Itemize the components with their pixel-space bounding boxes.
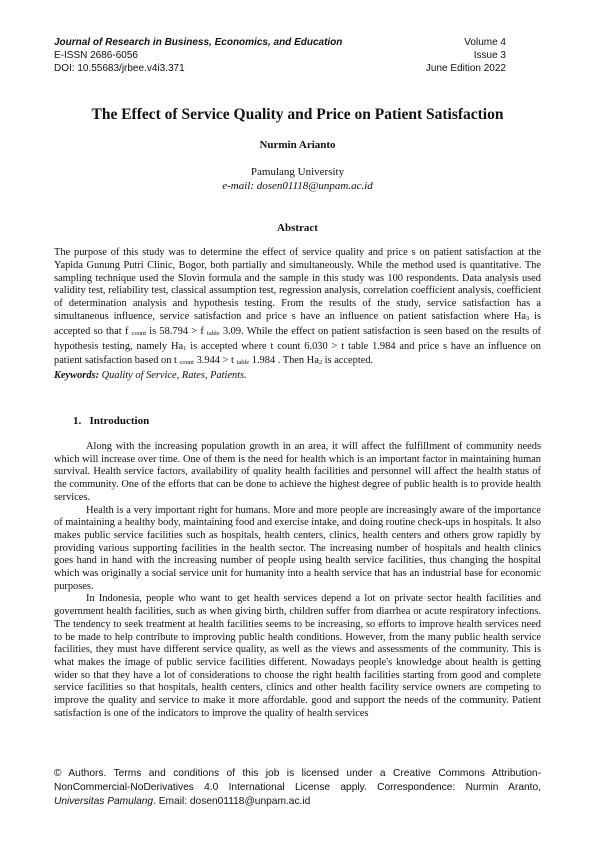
- license-text: © Authors. Terms and conditions of this job is licensed under a Creative Commons Attribution-NonCommercial-NoDerivatives 4.0 International License apply. Correspondence: Nurmin Aranto,: [54, 768, 541, 793]
- author-name: Nurmin Arianto: [259, 139, 336, 151]
- journal-name: Journal of Research in Business, Economics, and Education: [54, 37, 343, 48]
- abstract-text: The purpose of this study was to determine the effect of service quality and price s on patient satisfaction at the Yapida Gunung Putri Clinic, Bogor, both partially and simultaneously. While the method used is quantitative. The sampling technique used the Slovin formula and the sample in this study was 100 respondents. Data analysis used validity test, reliability test, classical assumption test, regression analysis, correlation coefficient analysis, coefficient of determination analysis and hypothesis testing. From the results of the study, service satisfaction has a simultaneous influence, service satisfaction and price s have an influence on patient satisfaction where $Ha_3$ is accepted so that f $_{count}$ is 58.794 > f $_{table}$ 3.09. While the effect on patient satisfaction is seen based on the results of hypothesis testing, namely $Ha_1$ is accepted where t count 6.030 > t table 1.984 and price s have an influence on patient satisfaction based on t $_{count}$ 3.944 > t $_{table}$ 1.984 . Then $Ha_2$ is accepted. Keywords: Quality of Service, Rates, Patients.: [54, 247, 542, 382]
- issue: Issue 3: [473, 50, 506, 61]
- affiliation: Pamulang University: [250, 166, 345, 178]
- section-number: 1.: [73, 415, 82, 427]
- university-name: Universitas Pamulang: [54, 796, 154, 807]
- section-title: Introduction: [89, 415, 150, 427]
- eissn: E-ISSN 2686-6056: [54, 50, 138, 61]
- section-heading: [73, 415, 149, 427]
- paragraph: Health is a very important right for humans. More and more people are increasingly aware of the importance of maintaining a healthy body, maintaining food and exercise intake, and doing routine check-ups in hospitals. It also makes public service facilities such as hospitals, health centers, clinics, health centers and others grow rapidly by providing various supporting facilities in the health sector. The increasing number of hospitals and health clinics goes hand in hand with the increasing number of people using health service facilities, thus changing the hospital which was originally a social service unit for humanity into a health service that has an industrial base for economic purposes.: [54, 504, 541, 592]
- edition: June Edition 2022: [425, 63, 506, 74]
- affiliation-block: [54, 166, 541, 193]
- paper-title: The Effect of Service Quality and Price on Patient Satisfaction: [91, 106, 504, 123]
- footer-email: . Email: dosen01118@unpam.ac.id: [153, 796, 311, 807]
- paragraph: In Indonesia, people who want to get health services depend a lot on private sector health facilities and government health facilities, such as when giving birth, children suffer from diarrhea or acute respiratory infections. The tendency to seek treatment at health facilities seems to be increasing, so efforts to improve health services need to be made to help contribute to improving public health conditions. However, from the many public health service facilities, they must have different service quality, as well as the views and assessments of the community. This is what makes the image of public service facilities different. Nowadays people's knowledge about health is getting wider so that they have a lot of considerations to choose the right health facilities starting from good and complete service facilities so that hospitals, health centers, clinics and other health facility service owners are competing to improve the quality and service to make it more affordable. good and support the needs of the community. Patient satisfaction is one of the indicators to improve the quality of health services: [54, 593, 541, 719]
- abstract-heading: Abstract: [277, 222, 318, 234]
- keywords-text: Quality of Service, Rates, Patients.: [99, 370, 247, 382]
- introduction-body: [54, 441, 541, 720]
- keywords: [54, 370, 541, 383]
- license-footer: [54, 767, 541, 809]
- author-email: e-mail: dosen01118@unpam.ac.id: [222, 179, 373, 192]
- doi: DOI: 10.55683/jrbee.v4i3.371: [54, 63, 185, 74]
- paragraph: Along with the increasing population growth in an area, it will affect the fulfillment of community needs which will increase over time. One of them is the need for health which is an important factor in maintaining human survival. Health service factors, availability of quality health facilities and personnel will affect the health status of the community. One of the efforts that can be done to achieve the highest degree of public health is to provide health services.: [54, 441, 541, 503]
- keywords-label: Keywords:: [54, 370, 100, 382]
- volume: Volume 4: [464, 37, 506, 48]
- journal-header: [54, 36, 506, 75]
